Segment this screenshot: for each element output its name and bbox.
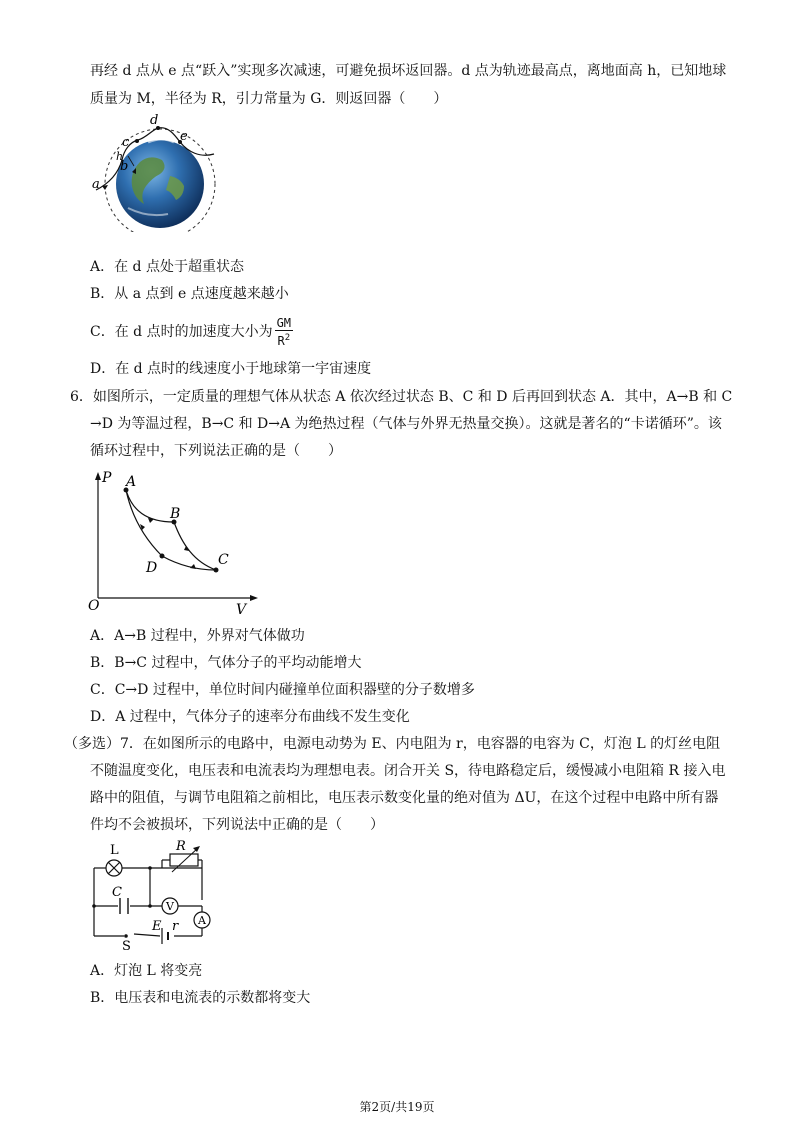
label-r-internal: r xyxy=(172,919,179,934)
q5-option-d[interactable]: D．在 d 点时的线速度小于地球第一宇宙速度 xyxy=(90,361,372,377)
label-a-meter: A xyxy=(198,914,206,927)
q6-text-line-1: 6．如图所示，一定质量的理想气体从状态 A 依次经过状态 B、C 和 D 后再回到状态 A．其中，A→B 和 C xyxy=(70,389,733,405)
state-label-c: C xyxy=(218,552,229,568)
label-r-box: R xyxy=(176,840,186,854)
q7-option-a[interactable]: A．灯泡 L 将变亮 xyxy=(90,963,203,979)
isotherm-c-d xyxy=(162,556,216,570)
axis-label-v: V xyxy=(236,602,247,615)
label-l: L xyxy=(110,843,119,858)
label-v: V xyxy=(166,900,174,913)
q5-orbit-figure xyxy=(88,112,228,232)
q6-text-line-2: →D 为等温过程，B→C 和 D→A 为绝热过程（气体与外界无热量交换）。这就是著名的“卡诺循环”。该 xyxy=(90,416,722,432)
label-s: S xyxy=(122,939,131,952)
q5-option-c[interactable] xyxy=(90,316,293,348)
q7-text-line-3: 路中的阻值，与调节电阻箱之前相比，电压表示数变化量的绝对值为 ΔU，在这个过程中电路中所有器 xyxy=(90,790,719,806)
state-label-b: B xyxy=(170,506,181,522)
q5-option-c-fraction: $\frac{GM}{R^2}$ xyxy=(276,316,292,348)
q7-option-b[interactable]: B．电压表和电流表的示数都将变大 xyxy=(90,990,311,1006)
isotherm-a-b xyxy=(126,490,174,522)
label-h: h xyxy=(116,150,124,163)
label-d: d xyxy=(150,113,159,128)
q6-option-b[interactable]: B．B→C 过程中，气体分子的平均动能增大 xyxy=(90,655,362,671)
label-e: e xyxy=(180,129,188,144)
q5-option-c-text: C．在 d 点时的加速度大小为 xyxy=(90,324,273,340)
q7-circuit-diagram xyxy=(86,840,216,952)
rheostat-r xyxy=(170,854,198,866)
q6-pv-diagram xyxy=(86,470,266,615)
origin-label: O xyxy=(88,598,100,614)
label-c-cap: C xyxy=(112,885,122,900)
q5-option-b[interactable]: B．从 a 点到 e 点速度越来越小 xyxy=(90,286,289,302)
adiabat-b-c xyxy=(174,522,216,570)
label-b: b xyxy=(120,159,129,174)
page-footer: 第2页/共19页 xyxy=(359,1100,435,1114)
q5-text-line-1: 再经 d 点从 e 点“跃入”实现多次减速，可避免损坏返回器。d 点为轨迹最高点，离地面高 h，已知地球 xyxy=(90,63,727,79)
point-c xyxy=(135,139,139,143)
q6-option-a[interactable]: A．A→B 过程中，外界对气体做功 xyxy=(90,628,305,644)
state-label-a: A xyxy=(126,474,137,490)
label-e: E xyxy=(152,919,162,934)
adiabat-d-a xyxy=(126,490,162,556)
q5-option-a[interactable]: A．在 d 点处于超重状态 xyxy=(90,259,244,275)
axis-label-p: P xyxy=(102,470,112,486)
q5-text-line-2: 质量为 M，半径为 R，引力常量为 G．则返回器（ ） xyxy=(90,91,448,107)
q6-option-d[interactable]: D．A 过程中，气体分子的速率分布曲线不发生变化 xyxy=(90,709,410,725)
q6-option-c[interactable]: C．C→D 过程中，单位时间内碰撞单位面积器壁的分子数增多 xyxy=(90,682,475,698)
state-label-d: D xyxy=(146,560,158,576)
q7-text-line-1: （多选）7．在如图所示的电路中，电源电动势为 E、内电阻为 r，电容器的电容为 C，灯泡 L 的灯丝电阻 xyxy=(64,736,721,752)
q7-text-line-2: 不随温度变化，电压表和电流表均为理想电表。闭合开关 S，待电路稳定后，缓慢减小电阻箱 R 接入电 xyxy=(90,763,726,779)
q7-text-line-4: 件均不会被损坏，下列说法中正确的是（ ） xyxy=(90,817,384,833)
q6-text-line-3: 循环过程中，下列说法正确的是（ ） xyxy=(90,443,342,459)
label-a: a xyxy=(92,177,100,192)
label-c: c xyxy=(122,135,130,150)
